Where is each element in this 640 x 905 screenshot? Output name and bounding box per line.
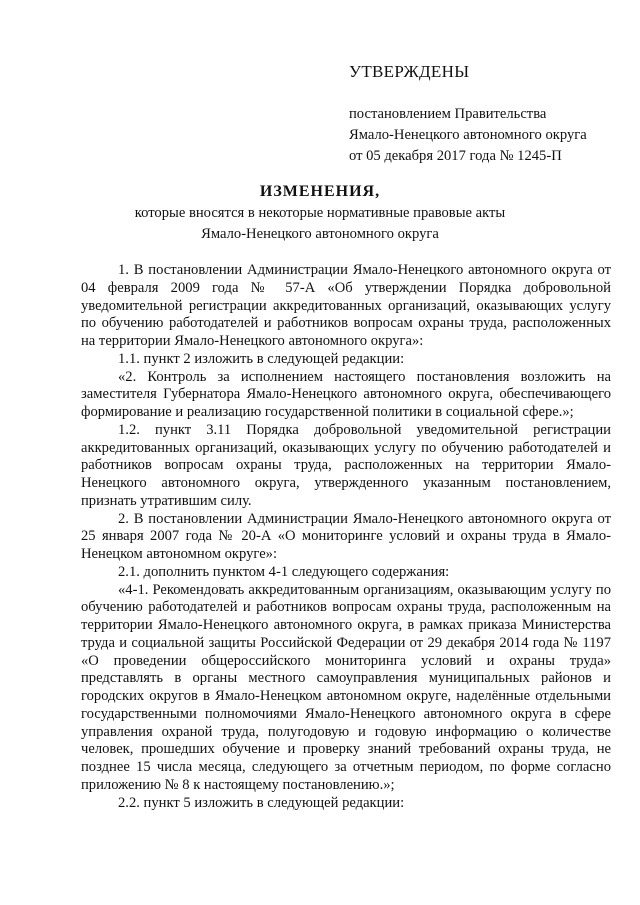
- paragraph-2-2: 2.2. пункт 5 изложить в следующей редакции:: [118, 794, 405, 811]
- document-title: ИЗМЕНЕНИЯ,: [259, 183, 381, 200]
- document-heading: [0, 181, 640, 245]
- paragraph-1: 1. В постановлении Администрации Ямало-Ненецкого автономного округа от 04 февраля 2009 года № 57-А «Об утверждении Порядка добровольной уведомительной регистрации аккредитованных организаций, оказывающих услугу по обучению работодателей и работников вопросам охраны труда, расположенных на территории Ямало-Ненецкого автономного округа»:: [81, 262, 611, 349]
- approval-line: от 05 декабря 2017 года № 1245-П: [349, 148, 562, 164]
- paragraph-2: 2. В постановлении Администрации Ямало-Ненецкого автономного округа от 25 января 2007 года № 20-А «О мониторинге условий и охраны труда в Ямало-Ненецком автономном округе»:: [81, 510, 611, 562]
- approval-line: постановлением Правительства: [349, 106, 547, 122]
- approval-title: УТВЕРЖДЕНЫ: [349, 62, 470, 81]
- paragraph-1-1: 1.1. пункт 2 изложить в следующей редакции:: [118, 350, 405, 367]
- approval-block: [349, 62, 619, 167]
- paragraph-1-2: 1.2. пункт 3.11 Порядка добровольной уведомительной регистрации аккредитованных организаций, оказывающих услугу по обучению работодателей и работников вопросам охраны труда, расположенных на территории Ямало-Ненецкого автономного округа, утвержденного указанным постановлением, признать утратившим силу.: [81, 421, 611, 509]
- document-subtitle-line: Ямало-Ненецкого автономного округа: [201, 226, 439, 242]
- approval-line: Ямало-Ненецкого автономного округа: [349, 127, 587, 143]
- paragraph-1-1-text: «2. Контроль за исполнением настоящего постановления возложить на заместителя Губернатора Ямало-Ненецкого автономного округа, обеспечивающего формирование и реализацию государственной политики в социальной сфере.»;: [81, 368, 611, 420]
- paragraph-2-1-text: «4-1. Рекомендовать аккредитованным организациям, оказывающим услугу по обучению работодателей и работников вопросам охраны труда, расположенным на территории Ямало-Ненецкого автономного округа, в рамках приказа Министерства труда и социальной защиты Российской Федерации от 29 декабря 2014 года № 1197 «О проведении общероссийского мониторинга условий и охраны труда» представлять в органы местного самоуправления муниципальных районов и городских округов в Ямало-Ненецком автономном округе, наделённые отдельными государственными полномочиями Ямало-Ненецкого автономного округа в сфере управления охраной труда, полугодовую и годовую информацию о количестве человек, прошедших обучение и проверку знаний требований охраны труда, не позднее 15 числа месяца, следующего за отчетным периодом, по форме согласно приложению № 8 к настоящему постановлению.»;: [81, 581, 611, 793]
- document-subtitle-line: которые вносятся в некоторые нормативные правовые акты: [134, 205, 506, 221]
- paragraph-2-1: 2.1. дополнить пунктом 4-1 следующего содержания:: [118, 563, 450, 580]
- document-body: [81, 262, 611, 812]
